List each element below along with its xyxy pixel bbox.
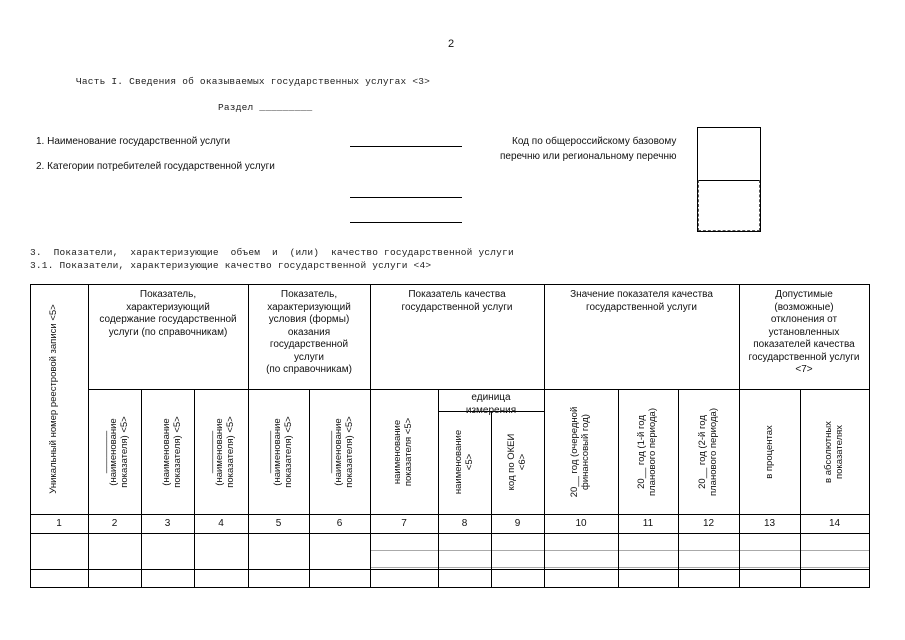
- col-number: 8: [461, 518, 468, 529]
- group-value-header: Значение показателя качества государственной услуги: [570, 289, 713, 313]
- group-conditions-header: Показатель, характеризующий условия (формы) оказания государственной услуги (по справочникам): [266, 289, 352, 375]
- code-box-bottom: [698, 180, 760, 231]
- part-title: Часть I. Сведения об оказываемых государственных услугах <3>: [76, 76, 431, 87]
- sub-header-conditions-2: ________ (наименование показателя) <5>: [321, 416, 355, 488]
- col-number: 4: [218, 518, 224, 529]
- col-number: 13: [763, 518, 776, 529]
- sub-header-absolute: в абсолютных показателях: [822, 421, 845, 483]
- group-deviation-header: Допустимые (возможные) отклонения от установленных показателей качества государственной услуги <7>: [748, 289, 860, 375]
- code-box[interactable]: [697, 127, 761, 232]
- col-number: 3: [164, 518, 171, 529]
- consumer-category-label: 2. Категории потребителей государственной услуги: [36, 161, 275, 172]
- sub-header-okei-code: код по ОКЕИ <6>: [505, 433, 528, 491]
- quality-heading: 3.1. Показатели, характеризующие качество государственной услуги <4>: [30, 260, 432, 271]
- service-name-blank[interactable]: [350, 146, 462, 147]
- sub-header-content-1: ________ (наименование показателя) <5>: [96, 416, 130, 488]
- group-quality-header: Показатель качества государственной услуги: [401, 289, 513, 313]
- col-number: 14: [828, 518, 841, 529]
- indicators-heading: 3. Показатели, характеризующие объем и (или) качество государственной услуги: [30, 247, 514, 258]
- page-number: 2: [448, 38, 455, 50]
- code-label-line2: перечню или региональному перечню: [500, 151, 677, 162]
- sub-header-conditions-1: ________ (наименование показателя) <5>: [260, 416, 294, 488]
- sub-header-content-3: ________ (наименование показателя) <5>: [203, 416, 236, 488]
- code-box-top: [698, 128, 760, 181]
- col-number: 7: [401, 518, 407, 529]
- sub-header-quality-name: наименование показателя <5>: [392, 417, 414, 487]
- col-number: 6: [336, 518, 343, 529]
- unit-header: единица измерения: [465, 392, 517, 416]
- col-number: 12: [702, 518, 715, 529]
- sub-header-content-2: (наименование показателя) <5>: [160, 416, 183, 488]
- sub-header-percent: в процентах: [763, 425, 775, 479]
- group-content-header: Показатель, характеризующий содержание государственной услуги (по справочникам): [99, 289, 237, 338]
- col-number: 9: [514, 518, 521, 529]
- consumer-category-blank-2[interactable]: [350, 222, 462, 223]
- sub-header-year-2: 20__ год (1-й год планового периода): [636, 408, 658, 496]
- col-number: 5: [275, 518, 282, 529]
- sub-header-year-1: 20__ год (очередной финансовый год): [569, 406, 591, 498]
- col-number: 11: [642, 518, 654, 529]
- sub-header-unit-name: наименование <5>: [452, 429, 475, 495]
- quality-indicators-table: [30, 284, 870, 588]
- section-label: Раздел _________: [218, 102, 313, 113]
- sub-header-year-3: 20__ год (2-й год планового периода): [696, 408, 719, 496]
- consumer-category-blank-1[interactable]: [350, 197, 462, 198]
- col-number: 2: [111, 518, 118, 529]
- service-name-label: 1. Наименование государственной услуги: [36, 136, 231, 147]
- col-number: 1: [56, 518, 62, 529]
- col-number: 10: [575, 518, 587, 529]
- col-unique-record-header: Уникальный номер реестровой записи <5>: [48, 304, 59, 494]
- code-label-line1: Код по общероссийскому базовому: [512, 136, 677, 147]
